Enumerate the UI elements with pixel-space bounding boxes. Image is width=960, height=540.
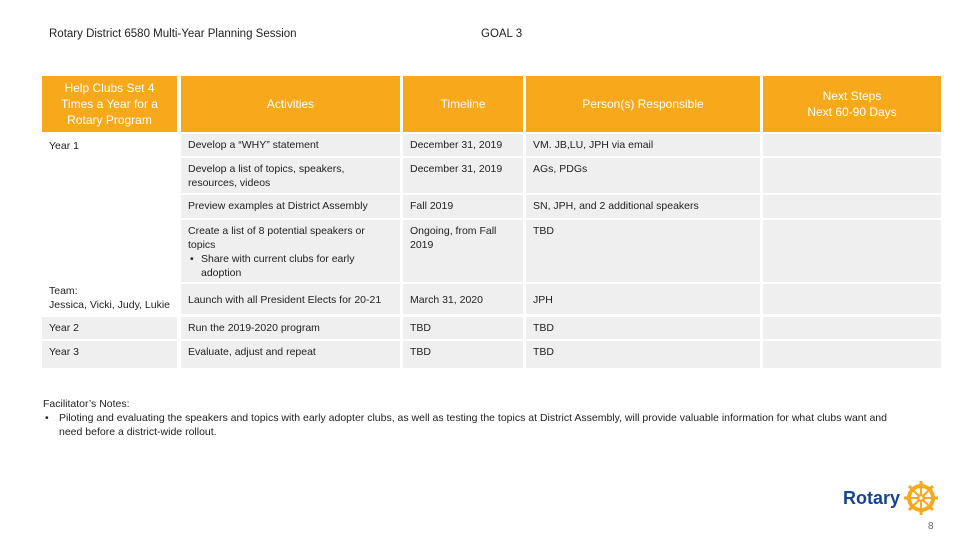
rotary-wheel-icon bbox=[903, 480, 939, 516]
goal-title: GOAL 3 bbox=[481, 28, 523, 40]
team-label: Team: Jessica, Vicki, Judy, Lukie bbox=[49, 285, 170, 311]
responsible-cell: TBD bbox=[526, 341, 760, 368]
timeline-cell: TBD bbox=[403, 341, 523, 368]
goal-header: Help Clubs Set 4 Times a Year for a Rotary Program bbox=[42, 76, 177, 132]
activity-sub-list bbox=[188, 252, 393, 280]
activity-cell: Run the 2019-2020 program bbox=[181, 317, 400, 339]
timeline-cell: Fall 2019 bbox=[403, 195, 523, 218]
next-steps-cell bbox=[763, 195, 941, 218]
next-steps-cell bbox=[763, 134, 941, 156]
responsible-cell: TBD bbox=[526, 220, 760, 282]
session-title: Rotary District 6580 Multi-Year Planning Session bbox=[49, 28, 297, 40]
timeline-cell: Ongoing, from Fall 2019 bbox=[403, 220, 523, 282]
responsible-cell: JPH bbox=[526, 284, 760, 314]
responsible-cell: SN, JPH, and 2 additional speakers bbox=[526, 195, 760, 218]
activity-cell bbox=[181, 220, 400, 282]
responsible-header: Person(s) Responsible bbox=[526, 76, 760, 132]
rotary-logo bbox=[843, 480, 939, 516]
notes-title: Facilitator’s Notes: bbox=[43, 398, 130, 410]
rotary-wordmark: Rotary bbox=[843, 487, 901, 508]
next-steps-cell bbox=[763, 317, 941, 339]
year-1-label: Year 1 bbox=[49, 140, 79, 152]
next-steps-cell bbox=[763, 341, 941, 368]
timeline-cell: TBD bbox=[403, 317, 523, 339]
activity-cell: Launch with all President Elects for 20-21 bbox=[181, 284, 400, 314]
page-number: 8 bbox=[928, 521, 934, 532]
year-3-label: Year 3 bbox=[42, 341, 177, 368]
timeline-cell: December 31, 2019 bbox=[403, 134, 523, 156]
activity-sub-item: • Share with current clubs for early adoption bbox=[201, 252, 393, 280]
activity-cell: Preview examples at District Assembly bbox=[181, 195, 400, 218]
next-steps-cell bbox=[763, 284, 941, 314]
activity-text: Create a list of 8 potential speakers or topics bbox=[188, 225, 365, 251]
facilitator-notes bbox=[43, 397, 903, 439]
next-steps-header: Next Steps Next 60-90 Days bbox=[763, 76, 941, 132]
next-steps-cell bbox=[763, 220, 941, 282]
timeline-cell: March 31, 2020 bbox=[403, 284, 523, 314]
activity-cell: Develop a list of topics, speakers, resources, videos bbox=[181, 158, 400, 193]
next-steps-cell bbox=[763, 158, 941, 193]
notes-list bbox=[43, 411, 903, 439]
responsible-cell: TBD bbox=[526, 317, 760, 339]
responsible-cell: AGs, PDGs bbox=[526, 158, 760, 193]
notes-item: • Piloting and evaluating the speakers and topics with early adopter clubs, as well as testing the topics at District Assembly, will provide valuable information for what clubs want and need before a district-wide rollout. bbox=[59, 411, 903, 439]
activity-cell: Evaluate, adjust and repeat bbox=[181, 341, 400, 368]
planning-table bbox=[42, 76, 941, 368]
year-2-label: Year 2 bbox=[42, 317, 177, 339]
timeline-cell: December 31, 2019 bbox=[403, 158, 523, 193]
activities-header: Activities bbox=[181, 76, 400, 132]
timeline-header: Timeline bbox=[403, 76, 523, 132]
responsible-cell: VM. JB,LU, JPH via email bbox=[526, 134, 760, 156]
activity-cell: Develop a “WHY” statement bbox=[181, 134, 400, 156]
